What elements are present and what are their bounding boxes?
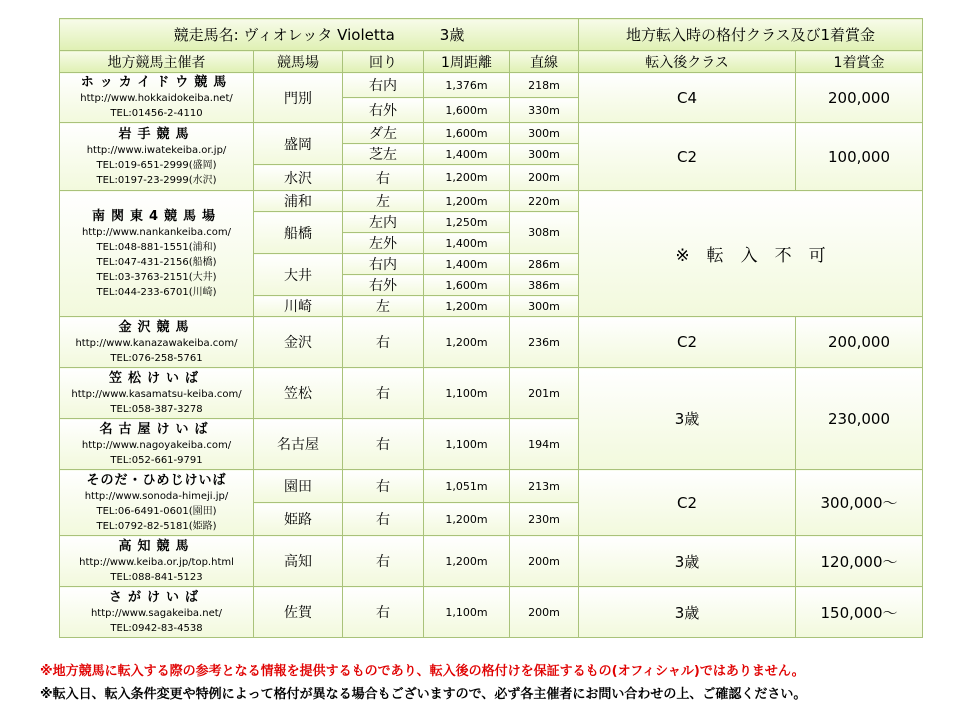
org-tel: TEL:047-431-2156(船橋) bbox=[96, 256, 217, 268]
org-tel: TEL:0942-83-4538 bbox=[110, 622, 203, 634]
org-url[interactable]: http://www.nankankeiba.com/ bbox=[81, 226, 232, 238]
transfer-class: C2 bbox=[579, 470, 796, 536]
distance: 1,100m bbox=[424, 419, 510, 470]
title-row bbox=[60, 19, 923, 51]
org-url[interactable]: http://www.sagakeiba.net/ bbox=[90, 607, 223, 619]
org-tel: TEL:019-651-2999(盛岡) bbox=[96, 159, 217, 171]
org-name: 南関東4競馬場 bbox=[91, 208, 222, 224]
straight: 200m bbox=[510, 587, 579, 638]
column-header-row bbox=[60, 51, 923, 73]
col-dist-header: 1周距離 bbox=[424, 51, 510, 73]
venue-saga: 佐賀 bbox=[254, 587, 343, 638]
direction: 右内 bbox=[343, 254, 424, 275]
distance: 1,600m bbox=[424, 98, 510, 123]
org-name: ホッカイドウ競馬 bbox=[80, 75, 233, 90]
venue-nagoya: 名古屋 bbox=[254, 419, 343, 470]
straight: 236m bbox=[510, 317, 579, 368]
distance: 1,400m bbox=[424, 144, 510, 165]
venue-morioka: 盛岡 bbox=[254, 123, 343, 165]
straight: 300m bbox=[510, 144, 579, 165]
distance: 1,100m bbox=[424, 587, 510, 638]
direction: 右 bbox=[343, 536, 424, 587]
horse-info-header: 競走馬名: ヴィオレッタ Violetta 3歳 bbox=[60, 19, 579, 51]
org-kasamatsu bbox=[60, 368, 254, 419]
direction: ダ左 bbox=[343, 123, 424, 144]
venue-urawa: 浦和 bbox=[254, 191, 343, 212]
straight: 230m bbox=[510, 503, 579, 536]
venue-kochi: 高知 bbox=[254, 536, 343, 587]
disclaimer-note: ※地方競馬に転入する際の参考となる情報を提供するものであり、転入後の格付けを保証するもの(オフィシャル)ではありません。 bbox=[40, 664, 805, 679]
venue-kasamatsu: 笠松 bbox=[254, 368, 343, 419]
straight: 194m bbox=[510, 419, 579, 470]
first-prize: 200,000 bbox=[796, 317, 923, 368]
direction: 右 bbox=[343, 470, 424, 503]
straight: 300m bbox=[510, 123, 579, 144]
straight: 330m bbox=[510, 98, 579, 123]
direction: 芝左 bbox=[343, 144, 424, 165]
org-url[interactable]: http://www.hokkaidokeiba.net/ bbox=[80, 93, 233, 104]
venue-oi: 大井 bbox=[254, 254, 343, 296]
org-name: 金沢競馬 bbox=[118, 319, 195, 335]
transfer-class: 3歳 bbox=[579, 536, 796, 587]
distance: 1,200m bbox=[424, 317, 510, 368]
distance: 1,051m bbox=[424, 470, 510, 503]
direction: 左 bbox=[343, 191, 424, 212]
direction: 右外 bbox=[343, 275, 424, 296]
org-name: 高知競馬 bbox=[118, 538, 195, 554]
org-url[interactable]: http://www.kanazawakeiba.com/ bbox=[75, 337, 238, 349]
distance: 1,376m bbox=[424, 73, 510, 98]
org-kanazawa bbox=[60, 317, 254, 368]
org-saga bbox=[60, 587, 254, 638]
org-nankan bbox=[60, 191, 254, 317]
first-prize: 200,000 bbox=[796, 73, 923, 123]
straight: 286m bbox=[510, 254, 579, 275]
direction: 右 bbox=[343, 419, 424, 470]
transfer-class: 3歳 bbox=[579, 368, 796, 470]
org-name: 笠松けいば bbox=[108, 370, 204, 386]
col-dir-header: 回り bbox=[343, 51, 424, 73]
direction: 右 bbox=[343, 587, 424, 638]
org-iwate bbox=[60, 123, 254, 191]
org-tel: TEL:06-6491-0601(園田) bbox=[96, 505, 217, 517]
direction: 右 bbox=[343, 503, 424, 536]
org-name: 岩手競馬 bbox=[118, 126, 195, 142]
first-prize: 120,000〜 bbox=[796, 536, 923, 587]
distance: 1,200m bbox=[424, 536, 510, 587]
venue-sonoda: 園田 bbox=[254, 470, 343, 503]
distance: 1,400m bbox=[424, 233, 510, 254]
venue-kawasaki: 川崎 bbox=[254, 296, 343, 317]
distance: 1,100m bbox=[424, 368, 510, 419]
org-sonoda-himeji bbox=[60, 470, 254, 536]
col-prize-header: 1着賞金 bbox=[796, 51, 923, 73]
org-tel: TEL:076-258-5761 bbox=[110, 352, 203, 364]
org-tel: TEL:01456-2-4110 bbox=[110, 108, 203, 119]
col-venue-header: 競馬場 bbox=[254, 51, 343, 73]
org-name: そのだ・ひめじけいば bbox=[86, 472, 227, 488]
straight: 201m bbox=[510, 368, 579, 419]
direction: 右 bbox=[343, 317, 424, 368]
venue-kanazawa: 金沢 bbox=[254, 317, 343, 368]
distance: 1,600m bbox=[424, 275, 510, 296]
distance: 1,200m bbox=[424, 503, 510, 536]
org-nagoya bbox=[60, 419, 254, 470]
distance: 1,200m bbox=[424, 296, 510, 317]
transfer-class: C4 bbox=[579, 73, 796, 123]
org-tel: TEL:03-3763-2151(大井) bbox=[96, 271, 217, 283]
direction: 右 bbox=[343, 165, 424, 191]
straight: 386m bbox=[510, 275, 579, 296]
straight: 213m bbox=[510, 470, 579, 503]
straight: 220m bbox=[510, 191, 579, 212]
org-name: さがけいば bbox=[108, 589, 204, 605]
col-org-header: 地方競馬主催者 bbox=[60, 51, 254, 73]
org-url[interactable]: http://www.nagoyakeiba.com/ bbox=[81, 439, 232, 451]
org-kochi bbox=[60, 536, 254, 587]
venue-funabashi: 船橋 bbox=[254, 212, 343, 254]
org-hokkaido bbox=[60, 73, 254, 123]
straight: 200m bbox=[510, 165, 579, 191]
transfer-info-table bbox=[59, 18, 923, 638]
venue-himeji: 姫路 bbox=[254, 503, 343, 536]
org-tel: TEL:088-841-5123 bbox=[110, 571, 203, 583]
confirmation-note: ※転入日、転入条件変更や特例によって格付が異なる場合もございますので、必ず各主催者にお問い合わせの上、ご確認ください。 bbox=[40, 687, 807, 702]
distance: 1,600m bbox=[424, 123, 510, 144]
direction: 左内 bbox=[343, 212, 424, 233]
venue-mizusawa: 水沢 bbox=[254, 165, 343, 191]
direction: 右 bbox=[343, 368, 424, 419]
venue-monbetsu: 門別 bbox=[254, 73, 343, 123]
org-tel: TEL:0792-82-5181(姫路) bbox=[96, 520, 217, 532]
org-url[interactable]: http://www.kasamatsu-keiba.com/ bbox=[71, 388, 242, 400]
org-name: 名古屋けいば bbox=[99, 421, 214, 437]
first-prize: 100,000 bbox=[796, 123, 923, 191]
transfer-class: 3歳 bbox=[579, 587, 796, 638]
straight: 200m bbox=[510, 536, 579, 587]
org-tel: TEL:0197-23-2999(水沢) bbox=[96, 174, 217, 186]
direction: 左 bbox=[343, 296, 424, 317]
org-tel: TEL:044-233-6701(川崎) bbox=[96, 286, 217, 298]
col-straight-header: 直線 bbox=[510, 51, 579, 73]
first-prize: 150,000〜 bbox=[796, 587, 923, 638]
straight: 308m bbox=[510, 212, 579, 254]
distance: 1,400m bbox=[424, 254, 510, 275]
org-tel: TEL:058-387-3278 bbox=[110, 403, 203, 415]
direction: 左外 bbox=[343, 233, 424, 254]
transfer-class: C2 bbox=[579, 123, 796, 191]
org-url[interactable]: http://www.keiba.or.jp/top.html bbox=[79, 556, 234, 568]
org-tel: TEL:048-881-1551(浦和) bbox=[96, 241, 217, 253]
org-url[interactable]: http://www.sonoda-himeji.jp/ bbox=[84, 490, 229, 502]
first-prize: 230,000 bbox=[796, 368, 923, 470]
transfer-not-allowed: ※ 転 入 不 可 bbox=[579, 191, 923, 317]
org-tel: TEL:052-661-9791 bbox=[110, 454, 203, 466]
direction: 右内 bbox=[343, 73, 424, 98]
distance: 1,200m bbox=[424, 191, 510, 212]
class-info-header: 地方転入時の格付クラス及び1着賞金 bbox=[579, 19, 923, 51]
org-url[interactable]: http://www.iwatekeiba.or.jp/ bbox=[86, 144, 227, 156]
distance: 1,250m bbox=[424, 212, 510, 233]
distance: 1,200m bbox=[424, 165, 510, 191]
transfer-class: C2 bbox=[579, 317, 796, 368]
straight: 218m bbox=[510, 73, 579, 98]
straight: 300m bbox=[510, 296, 579, 317]
direction: 右外 bbox=[343, 98, 424, 123]
first-prize: 300,000〜 bbox=[796, 470, 923, 536]
col-class-header: 転入後クラス bbox=[579, 51, 796, 73]
